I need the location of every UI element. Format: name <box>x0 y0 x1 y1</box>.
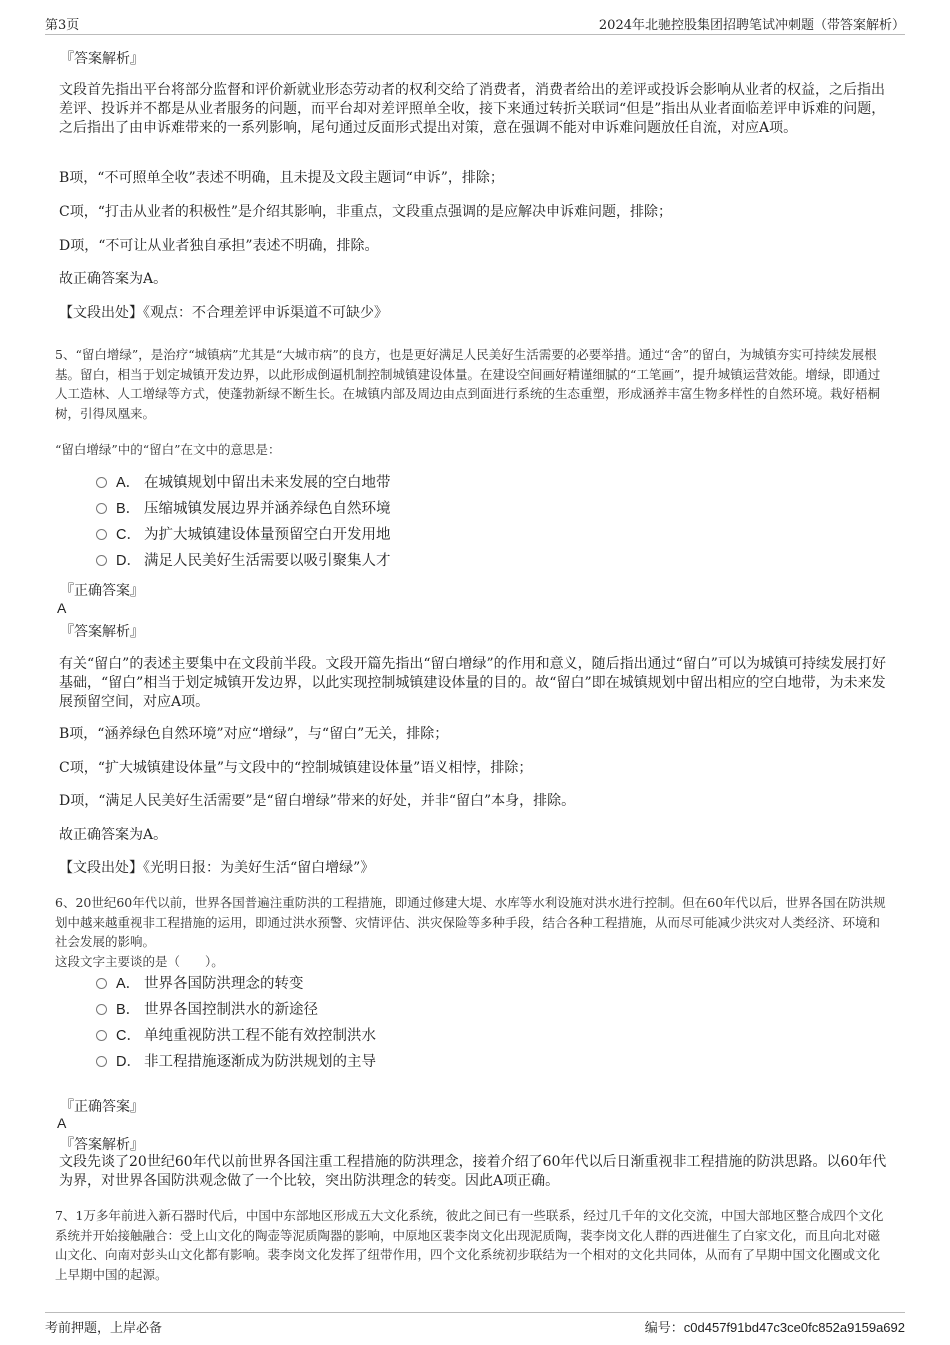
radio-icon[interactable] <box>96 978 107 989</box>
q5-question: “留白增绿”中的“留白”在文中的意思是： <box>55 442 281 457</box>
q7-passage: 7、1万多年前进入新石器时代后，中国中东部地区形成五大文化系统，彼此之间已有一些联系，经过几千年的文化交流，中国大部地区整合成四个文化系统并开始接触融合：受上山文化的陶壶等泥质陶器的影响，中原地区裴李岗文化出现泥质陶，裴李岗文化人群的西进催生了白家文化，而且向北对磁山文化、向南对彭头山文化都有影响。裴李岗文化发挥了纽带作用，四个文化系统初步联结为一个相对的文化共同体，从而有了早期中国文化圈或文化上早期中国的起源。 <box>55 1208 884 1282</box>
q6-analysis-text: 文段先谈了20世纪60年代以前世界各国注重工程措施的防洪理念，接着介绍了60年代以后日渐重视非工程措施的防洪思路。以60年代为界，对世界各国防洪观念做了一个比较，突出防洪理念的转变。因此A项正确。 <box>59 1154 887 1189</box>
footer-slogan: 考前押题，上岸必备 <box>45 1321 163 1336</box>
q6-option-b[interactable]: B． 世界各国控制洪水的新途径 <box>96 998 318 1022</box>
q6-option-c[interactable]: C． 单纯重视防洪工程不能有效控制洪水 <box>96 1024 376 1048</box>
q4-analysis-text: 文段首先指出平台将部分监督和评价新就业形态劳动者的权利交给了消费者，消费者给出的差评或投诉会影响从业者的权益，之后指出差评、投诉并不都是从业者服务的问题，而平台却对差评照单全收，接下来通过转折关联词“但是”指出从业者面临差评申诉难的问题，之后指出了由申诉难带来的一系列影响，尾句通过反面形式提出对策，意在强调不能对申诉难问题放任自流，对应A项。 <box>59 82 886 136</box>
q5-option-d[interactable]: D． 满足人民美好生活需要以吸引聚集人才 <box>96 549 391 573</box>
q5-source: 【文段出处】《光明日报：为美好生活“留白增绿”》 <box>59 860 375 876</box>
radio-icon[interactable] <box>96 555 107 566</box>
radio-icon[interactable] <box>96 529 107 540</box>
q6-analysis-tag: 『答案解析』 <box>60 1137 144 1153</box>
radio-icon[interactable] <box>96 1056 107 1067</box>
q5-answer: A <box>57 600 67 616</box>
q6-option-d[interactable]: D． 非工程措施逐渐成为防洪规划的主导 <box>96 1050 376 1074</box>
q5-option-a[interactable]: A． 在城镇规划中留出未来发展的空白地带 <box>96 471 391 495</box>
page-footer <box>45 1312 905 1337</box>
page-number: 第3页 <box>45 18 80 33</box>
q5-conclusion: 故正确答案为A。 <box>59 827 168 843</box>
q5-analysis-tag: 『答案解析』 <box>60 624 144 640</box>
radio-icon[interactable] <box>96 477 107 488</box>
radio-icon[interactable] <box>96 1004 107 1015</box>
q5-passage: 5、“留白增绿”，是治疗“城镇病”尤其是“大城市病”的良方，也是更好满足人民美好生活需要的必要举措。通过“舍”的留白，为城镇夯实可持续发展根基。留白，相当于划定城镇开发边界，以此形成倒逼机制控制城镇建设体量。在建设空间画好精谨细腻的“工笔画”，提升城镇运营效能。增绿，即通过人工造林、人工增绿等方式，使蓬勃新绿不断生长。在城镇内部及周边由点到面进行系统的生态重塑，形成涵养丰富生物多样性的自然环境。栽好梧桐树，引得凤凰来。 <box>55 347 881 421</box>
q4-analysis-tag: 『答案解析』 <box>60 51 144 67</box>
q5-option-c[interactable]: C． 为扩大城镇建设体量预留空白开发用地 <box>96 523 391 547</box>
radio-icon[interactable] <box>96 1030 107 1041</box>
q6-passage: 6、20世纪60年代以前，世界各国普遍注重防洪的工程措施，即通过修建大堤、水库等水利设施对洪水进行控制。但在60年代以后，世界各国在防洪规划中越来越重视非工程措施的运用，即通过洪水预警、灾情评估、洪灾保险等多种手段，结合各种工程措施，从而尽可能减少洪灾对人类经济、环境和社会发展的影响。 <box>55 895 886 949</box>
q6-question: 这段文字主要谈的是（ ）。 <box>55 954 224 969</box>
radio-icon[interactable] <box>96 503 107 514</box>
q5-option-b-analysis: B项，“涵养绿色自然环境”对应“增绿”，与“留白”无关，排除； <box>59 726 449 742</box>
document-id: 编号：c0d457f91bd47c3ce0fc852a9159a692 <box>644 1320 905 1335</box>
q5-analysis-text: 有关“留白”的表述主要集中在文段前半段。文段开篇先指出“留白增绿”的作用和意义，随后指出通过“留白”可以为城镇可持续发展打好基础，“留白”相当于划定城镇开发边界，以此实现控制城镇建设体量的目的。故“留白”即在城镇规划中留出相应的空白地带，为未来发展预留空间，对应A项。 <box>59 656 886 710</box>
q6-answer: A <box>57 1115 67 1131</box>
q6-option-a[interactable]: A． 世界各国防洪理念的转变 <box>96 972 304 996</box>
q4-conclusion: 故正确答案为A。 <box>59 271 168 287</box>
q5-option-b[interactable]: B． 压缩城镇发展边界并涵养绿色自然环境 <box>96 497 391 521</box>
document-title: 2024年北驰控股集团招聘笔试冲刺题（带答案解析） <box>598 18 905 33</box>
page-header <box>45 12 905 35</box>
q4-option-d-analysis: D项，“不可让从业者独自承担”表述不明确，排除。 <box>59 238 379 254</box>
q5-option-c-analysis: C项，“扩大城镇建设体量”与文段中的“控制城镇建设体量”语义相悖，排除； <box>59 760 533 776</box>
q4-option-c-analysis: C项，“打击从业者的积极性”是介绍其影响，非重点，文段重点强调的是应解决申诉难问题，排除； <box>59 204 673 220</box>
q5-answer-tag: 『正确答案』 <box>60 583 144 599</box>
q6-answer-tag: 『正确答案』 <box>60 1099 144 1115</box>
q4-source: 【文段出处】《观点：不合理差评申诉渠道不可缺少》 <box>59 305 388 321</box>
q4-option-b-analysis: B项，“不可照单全收”表述不明确，且未提及文段主题词“申诉”，排除； <box>59 170 504 186</box>
q5-option-d-analysis: D项，“满足人民美好生活需要”是“留白增绿”带来的好处，并非“留白”本身，排除。 <box>59 793 576 809</box>
